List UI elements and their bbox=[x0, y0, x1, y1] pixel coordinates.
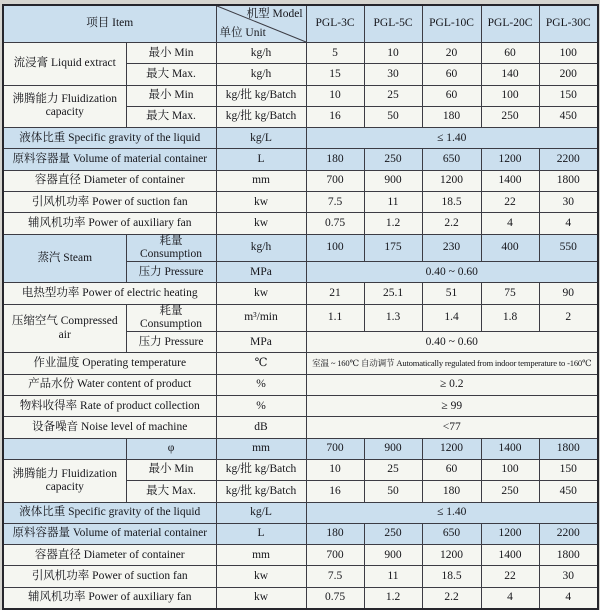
row-sublabel: 最小 Min bbox=[126, 85, 216, 106]
model-column-header: PGL-30C bbox=[539, 5, 598, 43]
model-column-header: PGL-20C bbox=[481, 5, 539, 43]
value-cell: 10 bbox=[306, 85, 364, 106]
value-cell: 10 bbox=[364, 43, 422, 64]
value-cell: 0.75 bbox=[306, 587, 364, 608]
value-cell: 50 bbox=[364, 481, 422, 502]
unit-cell: ℃ bbox=[216, 353, 306, 374]
unit-cell: MPa bbox=[216, 332, 306, 353]
unit-cell: kw bbox=[216, 213, 306, 234]
value-cell: 22 bbox=[481, 566, 539, 587]
value-cell: 1200 bbox=[481, 149, 539, 170]
value-span-cell: ≥ 0.2 bbox=[306, 374, 598, 395]
table-row bbox=[3, 438, 598, 459]
value-cell: 150 bbox=[539, 85, 598, 106]
model-column-header: PGL-5C bbox=[364, 5, 422, 43]
table-row bbox=[3, 283, 598, 304]
item-header: 项目 Item bbox=[3, 5, 216, 43]
value-cell: 700 bbox=[306, 545, 364, 566]
value-cell: 450 bbox=[539, 481, 598, 502]
unit-cell: kg/h bbox=[216, 64, 306, 85]
value-cell: 16 bbox=[306, 481, 364, 502]
model-column-header: PGL-10C bbox=[422, 5, 481, 43]
row-label: 辅风机功率 Power of auxiliary fan bbox=[3, 587, 216, 608]
table-row bbox=[3, 149, 598, 170]
value-cell: 10 bbox=[306, 459, 364, 480]
value-cell: 21 bbox=[306, 283, 364, 304]
value-cell: 60 bbox=[422, 459, 481, 480]
value-cell: 16 bbox=[306, 106, 364, 127]
table-row bbox=[3, 396, 598, 417]
value-cell: 900 bbox=[364, 438, 422, 459]
table-row bbox=[3, 417, 598, 438]
unit-cell: kw bbox=[216, 192, 306, 213]
value-cell: 230 bbox=[422, 234, 481, 261]
row-label: 沸腾能力 Fluidization capacity bbox=[3, 85, 126, 128]
unit-cell: mm bbox=[216, 170, 306, 191]
value-cell: 140 bbox=[481, 64, 539, 85]
value-cell: 22 bbox=[481, 192, 539, 213]
value-cell: 30 bbox=[539, 192, 598, 213]
value-cell: 450 bbox=[539, 106, 598, 127]
value-cell: 900 bbox=[364, 545, 422, 566]
row-sublabel: 最小 Min bbox=[126, 459, 216, 480]
row-label: 引风机功率 Power of suction fan bbox=[3, 566, 216, 587]
row-sublabel: 耗量 Consumption bbox=[126, 234, 216, 261]
value-cell: 60 bbox=[422, 85, 481, 106]
row-sublabel: 最大 Max. bbox=[126, 64, 216, 85]
value-cell: 50 bbox=[364, 106, 422, 127]
row-label: 沸腾能力 Fluidization capacity bbox=[3, 459, 126, 502]
value-cell: 2200 bbox=[539, 523, 598, 544]
value-cell: 200 bbox=[539, 64, 598, 85]
table-row bbox=[3, 566, 598, 587]
value-cell: 1.2 bbox=[364, 213, 422, 234]
row-label: 流浸膏 Liquid extract bbox=[3, 43, 126, 86]
value-cell: 1.8 bbox=[481, 304, 539, 331]
value-cell: 11 bbox=[364, 192, 422, 213]
value-cell: 100 bbox=[306, 234, 364, 261]
value-cell: 1800 bbox=[539, 545, 598, 566]
unit-cell: L bbox=[216, 523, 306, 544]
value-cell: 4 bbox=[481, 213, 539, 234]
row-sublabel: 最大 Max. bbox=[126, 106, 216, 127]
value-cell: 150 bbox=[539, 459, 598, 480]
value-cell: 250 bbox=[364, 523, 422, 544]
table-row bbox=[3, 545, 598, 566]
unit-cell: % bbox=[216, 374, 306, 395]
value-cell: 25 bbox=[364, 459, 422, 480]
row-label: 液体比重 Specific gravity of the liquid bbox=[3, 128, 216, 149]
unit-cell: kg/h bbox=[216, 43, 306, 64]
row-label: 电热型功率 Power of electric heating bbox=[3, 283, 216, 304]
value-cell: 30 bbox=[539, 566, 598, 587]
value-cell: 4 bbox=[539, 213, 598, 234]
row-label: 物料收得率 Rate of product collection bbox=[3, 396, 216, 417]
unit-cell: kg/批 kg/Batch bbox=[216, 85, 306, 106]
row-label: 压缩空气 Compressed air bbox=[3, 304, 126, 353]
row-label: 辅风机功率 Power of auxiliary fan bbox=[3, 213, 216, 234]
value-cell: 250 bbox=[364, 149, 422, 170]
unit-cell: kg/L bbox=[216, 128, 306, 149]
value-cell: 7.5 bbox=[306, 192, 364, 213]
value-cell: 650 bbox=[422, 523, 481, 544]
value-cell: 11 bbox=[364, 566, 422, 587]
value-cell: 700 bbox=[306, 438, 364, 459]
value-cell: 100 bbox=[481, 85, 539, 106]
unit-cell: kw bbox=[216, 587, 306, 608]
table-row bbox=[3, 192, 598, 213]
value-cell: 1800 bbox=[539, 170, 598, 191]
value-cell: 2200 bbox=[539, 149, 598, 170]
unit-cell: % bbox=[216, 396, 306, 417]
row-label: 蒸汽 Steam bbox=[3, 234, 126, 283]
value-cell: 1.1 bbox=[306, 304, 364, 331]
table-row bbox=[3, 128, 598, 149]
value-cell: 180 bbox=[306, 523, 364, 544]
value-cell: 25 bbox=[364, 85, 422, 106]
value-cell: 2 bbox=[539, 304, 598, 331]
row-label: 设备噪音 Noise level of machine bbox=[3, 417, 216, 438]
value-cell: 60 bbox=[481, 43, 539, 64]
value-cell: 1200 bbox=[481, 523, 539, 544]
model-column-header: PGL-3C bbox=[306, 5, 364, 43]
value-cell: 7.5 bbox=[306, 566, 364, 587]
header-row bbox=[3, 5, 598, 43]
value-cell: 650 bbox=[422, 149, 481, 170]
value-cell: 1800 bbox=[539, 438, 598, 459]
table-row bbox=[3, 587, 598, 608]
value-cell: 700 bbox=[306, 170, 364, 191]
value-cell: 1.3 bbox=[364, 304, 422, 331]
row-sublabel: 压力 Pressure bbox=[126, 262, 216, 283]
table-row bbox=[3, 374, 598, 395]
row-sublabel: φ bbox=[126, 438, 216, 459]
value-cell: 15 bbox=[306, 64, 364, 85]
value-cell: 90 bbox=[539, 283, 598, 304]
table-row bbox=[3, 304, 598, 331]
unit-cell: L bbox=[216, 149, 306, 170]
unit-cell: kg/批 kg/Batch bbox=[216, 106, 306, 127]
value-cell: 250 bbox=[481, 481, 539, 502]
spec-table bbox=[2, 4, 599, 610]
row-sublabel: 最小 Min bbox=[126, 43, 216, 64]
row-label: 作业温度 Operating temperature bbox=[3, 353, 216, 374]
row-sublabel: 压力 Pressure bbox=[126, 332, 216, 353]
value-span-cell: 0.40 ~ 0.60 bbox=[306, 332, 598, 353]
value-span-cell: 室温 ~ 160℃ 自动调节 Automatically regulated from indoor temperature to -160℃ bbox=[306, 353, 598, 374]
value-cell: 1.2 bbox=[364, 587, 422, 608]
value-cell: 180 bbox=[306, 149, 364, 170]
spec-table-body bbox=[3, 43, 598, 609]
value-cell: 400 bbox=[481, 234, 539, 261]
value-cell: 180 bbox=[422, 106, 481, 127]
unit-header-label: 单位 Unit bbox=[219, 26, 266, 39]
value-cell: 18.5 bbox=[422, 566, 481, 587]
value-cell: 1200 bbox=[422, 545, 481, 566]
value-cell: 60 bbox=[422, 64, 481, 85]
value-cell: 1400 bbox=[481, 170, 539, 191]
value-cell: 30 bbox=[364, 64, 422, 85]
value-cell: 1400 bbox=[481, 438, 539, 459]
row-label: 液体比重 Specific gravity of the liquid bbox=[3, 502, 216, 523]
value-cell: 100 bbox=[481, 459, 539, 480]
unit-cell: m³/min bbox=[216, 304, 306, 331]
value-cell: 20 bbox=[422, 43, 481, 64]
table-row bbox=[3, 459, 598, 480]
value-span-cell: ≤ 1.40 bbox=[306, 128, 598, 149]
value-cell: 18.5 bbox=[422, 192, 481, 213]
row-label: 引风机功率 Power of suction fan bbox=[3, 192, 216, 213]
value-cell: 1400 bbox=[481, 545, 539, 566]
row-sublabel: 耗量 Consumption bbox=[126, 304, 216, 331]
value-span-cell: ≤ 1.40 bbox=[306, 502, 598, 523]
value-cell: 4 bbox=[481, 587, 539, 608]
value-cell: 180 bbox=[422, 481, 481, 502]
table-row bbox=[3, 353, 598, 374]
unit-cell: MPa bbox=[216, 262, 306, 283]
row-sublabel: 最大 Max. bbox=[126, 481, 216, 502]
unit-cell: kg/h bbox=[216, 234, 306, 261]
table-row bbox=[3, 213, 598, 234]
value-cell: 25.1 bbox=[364, 283, 422, 304]
row-label: 原料容器量 Volume of material container bbox=[3, 523, 216, 544]
value-cell: 250 bbox=[481, 106, 539, 127]
value-span-cell: ≥ 99 bbox=[306, 396, 598, 417]
row-label: 容器直径 Diameter of container bbox=[3, 545, 216, 566]
value-cell: 175 bbox=[364, 234, 422, 261]
unit-cell: dB bbox=[216, 417, 306, 438]
value-span-cell: 0.40 ~ 0.60 bbox=[306, 262, 598, 283]
value-cell: 900 bbox=[364, 170, 422, 191]
table-row bbox=[3, 234, 598, 261]
unit-cell: kw bbox=[216, 566, 306, 587]
row-label: 原料容器量 Volume of material container bbox=[3, 149, 216, 170]
table-row bbox=[3, 43, 598, 64]
model-unit-header bbox=[216, 5, 306, 43]
unit-cell: kg/批 kg/Batch bbox=[216, 459, 306, 480]
row-label: 产品水份 Water content of product bbox=[3, 374, 216, 395]
unit-cell: kg/L bbox=[216, 502, 306, 523]
value-cell: 5 bbox=[306, 43, 364, 64]
unit-cell: kw bbox=[216, 283, 306, 304]
table-row bbox=[3, 170, 598, 191]
row-label: 容器直径 Diameter of container bbox=[3, 170, 216, 191]
value-cell: 51 bbox=[422, 283, 481, 304]
value-cell: 4 bbox=[539, 587, 598, 608]
unit-cell: kg/批 kg/Batch bbox=[216, 481, 306, 502]
value-cell: 1200 bbox=[422, 438, 481, 459]
table-row bbox=[3, 502, 598, 523]
value-cell: 75 bbox=[481, 283, 539, 304]
value-cell: 2.2 bbox=[422, 587, 481, 608]
value-cell: 2.2 bbox=[422, 213, 481, 234]
unit-cell: mm bbox=[216, 438, 306, 459]
row-label bbox=[3, 438, 126, 459]
value-cell: 1200 bbox=[422, 170, 481, 191]
unit-cell: mm bbox=[216, 545, 306, 566]
value-cell: 550 bbox=[539, 234, 598, 261]
table-row bbox=[3, 85, 598, 106]
value-cell: 1.4 bbox=[422, 304, 481, 331]
model-header-label: 机型 Model bbox=[246, 8, 303, 20]
value-cell: 100 bbox=[539, 43, 598, 64]
value-span-cell: <77 bbox=[306, 417, 598, 438]
value-cell: 0.75 bbox=[306, 213, 364, 234]
table-row bbox=[3, 523, 598, 544]
